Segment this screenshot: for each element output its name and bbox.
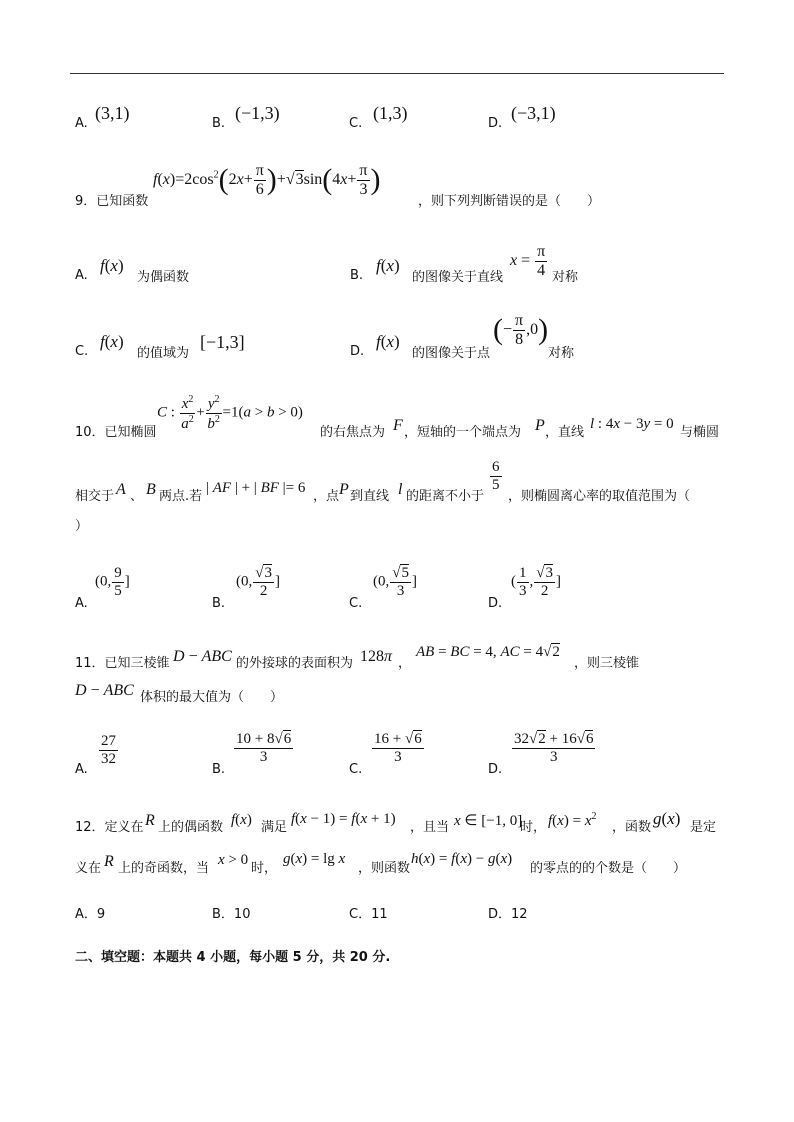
q12-t6: 是定 bbox=[690, 820, 717, 835]
q12-prefix: 12．定义在 bbox=[75, 820, 144, 835]
q10-P2: P bbox=[339, 481, 349, 498]
q11-edges: AB = BC = 4, AC = 4√2 bbox=[416, 644, 560, 660]
q9-b-text: 的图像关于直线 bbox=[412, 270, 504, 285]
q12-t4: 时， bbox=[520, 820, 547, 835]
q12-interval: x ∈ [−1, 0] bbox=[454, 813, 523, 829]
q10-dist: $\frac{6}{5}$ bbox=[492, 459, 500, 493]
q10-a-value: (0, $\frac{9}{5}$ ] bbox=[95, 565, 130, 599]
q11-area: 128π bbox=[360, 648, 393, 665]
q10-t1: 的右焦点为 bbox=[320, 425, 386, 440]
q10-l2: l bbox=[398, 481, 403, 498]
q12-line2-e: 的零点的的个数是（ ） bbox=[530, 861, 687, 876]
q10-line2-b: 、 bbox=[130, 489, 144, 504]
q11-a-label: A. bbox=[75, 762, 88, 777]
q12-periodic: f(x − 1) = f(x + 1) bbox=[291, 811, 396, 827]
q9-c-value: [−1,3] bbox=[200, 332, 245, 352]
q9-c-text: 的值域为 bbox=[137, 346, 190, 361]
q8-d-value: (−3,1) bbox=[511, 103, 556, 123]
q12-gx-def: g(x) = lg x bbox=[283, 851, 346, 867]
q12-line2-d: ，则函数 bbox=[358, 861, 411, 876]
q11-d-label: D. bbox=[488, 762, 503, 777]
q8-c-value: (1,3) bbox=[373, 103, 408, 123]
q12-t1: 上的偶函数 bbox=[158, 820, 224, 835]
q12-option-d: D．12 bbox=[488, 907, 528, 922]
q10-A: A bbox=[116, 481, 126, 498]
q10-F: F bbox=[393, 417, 403, 434]
q9-d-point: (− $\frac{\pi}{8}$ ,0) bbox=[493, 312, 549, 348]
q11-line2: 体积的最大值为（ ） bbox=[140, 690, 284, 705]
q10-t2: ，短轴的一个端点为 bbox=[404, 425, 522, 440]
q9-b-line: x = $\frac{\pi}{4}$ bbox=[510, 243, 546, 279]
q12-fx-sq: $f(x) = x^2$ bbox=[548, 811, 597, 829]
q9-d-fx: f(x) bbox=[376, 332, 400, 351]
q8-a-value: (3,1) bbox=[95, 103, 130, 123]
q12-line2-b: 上的奇函数，当 bbox=[118, 861, 210, 876]
q9-suffix: ，则下列判断错误的是（ ） bbox=[418, 194, 601, 209]
q12-hx: h(x) = f(x) − g(x) bbox=[411, 851, 513, 867]
q10-c-label: C. bbox=[349, 596, 363, 611]
q11-b-value: $\frac{10 + 8√6}{3}$ bbox=[236, 731, 292, 765]
q9-a-label: A. bbox=[75, 268, 88, 283]
q12-option-a: A．9 bbox=[75, 907, 106, 922]
q10-line3: ） bbox=[75, 519, 89, 534]
q12-line2-a: 义在 bbox=[75, 861, 102, 876]
q10-line2-g: ，则椭圆离心率的取值范围为（ bbox=[508, 489, 691, 504]
q10-line2-e: 到直线 bbox=[350, 489, 390, 504]
q12-t5: ，函数 bbox=[612, 820, 652, 835]
q11-a-value: $\frac{27}{32}$ bbox=[101, 733, 116, 767]
q12-R: R bbox=[145, 812, 155, 829]
q9-a-text: 为偶函数 bbox=[137, 270, 190, 285]
q9-formula: $f(x)=2\cos^2(2x+$ $\frac{\pi}{6}$ )+√3sin(4x+ $\frac{\pi}{3}$ ) bbox=[153, 162, 381, 198]
q11-t2: ， bbox=[398, 656, 412, 671]
q9-a-fx: f(x) bbox=[100, 256, 124, 275]
q11-b-label: B. bbox=[212, 762, 226, 777]
q8-a-label: A. bbox=[75, 116, 88, 131]
q9-c-label: C. bbox=[75, 344, 89, 359]
q10-line2-a: 相交于 bbox=[75, 489, 115, 504]
section-2-heading: 二、填空题：本题共 4 小题，每小题 5 分，共 20 分. bbox=[75, 950, 391, 965]
q11-tetra-2: D − ABC bbox=[75, 682, 134, 699]
q9-b-fx: f(x) bbox=[376, 256, 400, 275]
q11-c-value: $\frac{16 + √6}{3}$ bbox=[374, 731, 422, 765]
q8-b-value: (−1,3) bbox=[235, 103, 280, 123]
q12-cond: x > 0 bbox=[218, 852, 249, 868]
q12-t3: ，且当 bbox=[410, 820, 450, 835]
q10-line2-f: 的距离不小于 bbox=[406, 489, 485, 504]
q9-b-tail: 对称 bbox=[552, 270, 579, 285]
q10-sum: | AF | + | BF |= 6 bbox=[206, 480, 306, 496]
q10-t3: ，直线 bbox=[545, 425, 585, 440]
q9-c-fx: f(x) bbox=[100, 332, 124, 351]
q9-d-label: D. bbox=[350, 344, 365, 359]
q11-tetra: D − ABC bbox=[173, 648, 232, 665]
q8-b-label: B. bbox=[212, 116, 226, 131]
q10-t4: 与椭圆 bbox=[680, 425, 720, 440]
header-rule bbox=[70, 73, 724, 74]
q10-b-label: B. bbox=[212, 596, 226, 611]
q11-t3: ，则三棱锥 bbox=[574, 656, 640, 671]
q10-d-value: ( $\frac{1}{3}$ , $\frac{√3}{2}$ ] bbox=[511, 565, 561, 599]
q9-d-tail: 对称 bbox=[548, 346, 575, 361]
q10-P: P bbox=[535, 417, 545, 434]
q12-option-b: B．10 bbox=[212, 907, 251, 922]
q10-d-label: D. bbox=[488, 596, 503, 611]
q8-d-label: D. bbox=[488, 116, 503, 131]
q12-t2: 满足 bbox=[261, 820, 288, 835]
q9-d-text: 的图像关于点 bbox=[412, 346, 491, 361]
q10-line2-d: ，点 bbox=[313, 489, 340, 504]
q9-b-label: B. bbox=[350, 268, 364, 283]
q11-prefix: 11．已知三棱锥 bbox=[75, 656, 170, 671]
q10-line-l: l : 4x − 3y = 0 bbox=[590, 416, 674, 432]
q10-ellipse: C : $\frac{x^2}{a^2}$ + $\frac{y^2}{b^2}$ =1(a > b > 0) bbox=[157, 394, 303, 432]
q10-c-value: (0, $\frac{√5}{3}$ ] bbox=[373, 565, 417, 599]
q12-R2: R bbox=[104, 853, 114, 870]
q10-prefix: 10．已知椭圆 bbox=[75, 425, 157, 440]
q11-d-value: $\frac{32√2 + 16√6}{3}$ bbox=[514, 731, 594, 765]
q12-gx: g(x) bbox=[653, 809, 681, 828]
q9-prefix: 9．已知函数 bbox=[75, 194, 149, 209]
q11-t1: 的外接球的表面积为 bbox=[236, 656, 354, 671]
q10-a-label: A. bbox=[75, 596, 88, 611]
q10-b-value: (0, $\frac{√3}{2}$ ] bbox=[236, 565, 280, 599]
q12-fx: f(x) bbox=[231, 812, 252, 828]
q12-option-c: C．11 bbox=[349, 907, 388, 922]
q11-c-label: C. bbox=[349, 762, 363, 777]
q10-B: B bbox=[146, 481, 156, 498]
q8-c-label: C. bbox=[349, 116, 363, 131]
q10-line2-c: 两点.若 bbox=[159, 489, 203, 504]
q12-line2-c: 时， bbox=[251, 861, 278, 876]
